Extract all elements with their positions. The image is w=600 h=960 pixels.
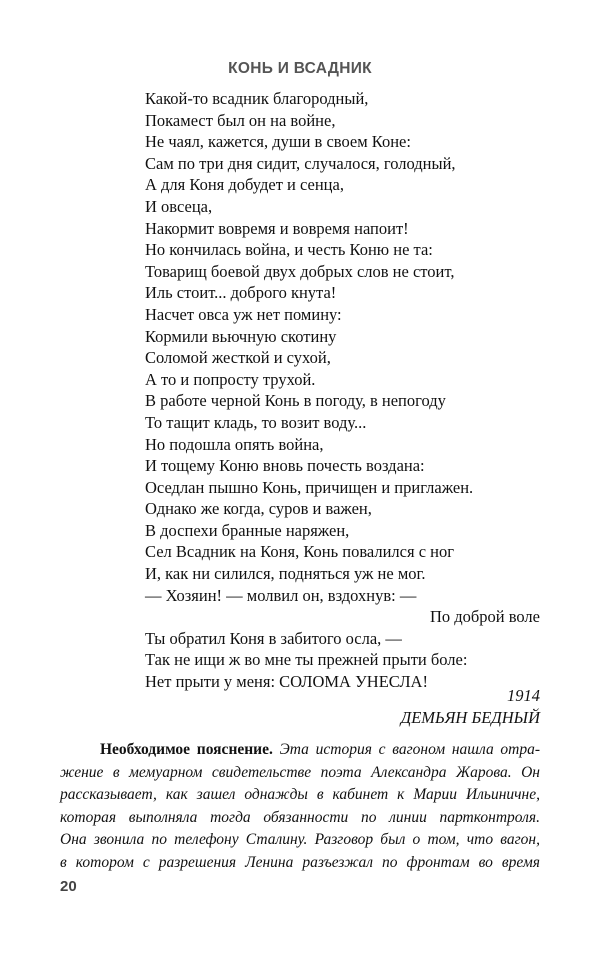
poem-line: А то и попросту трухой. [145,369,316,389]
poem-signature [401,685,540,728]
poem-line: Сам по три дня сидит, случалося, голодный, [145,153,456,173]
explanation-line: рассказывает, как зашел однажды в кабинет к Марии Ильиничне, [60,786,540,803]
poem-line: Иль стоит... доброго кнута! [145,283,337,303]
poem-line: А для Коня добудет и сенца, [145,175,344,195]
poem-line: Товарищ боевой двух добрых слов не стоит, [145,261,455,281]
explanation-line: Она звонила по телефону Сталину. Разговор был о том, что вагон, [60,831,540,848]
poem-line: Покамест был он на войне, [145,110,336,130]
poem-line: И тощему Коню вновь почесть воздана: [145,456,425,476]
poem-line: То тащит кладь, то возит воду... [145,412,367,432]
poem-line: Нет прыти у меня: СОЛОМА УНЕСЛА! [145,672,428,692]
poem-line: И овсеца, [145,196,213,216]
poem-line: — Хозяин! — молвил он, вздохнув: — [145,585,417,605]
explanation-line: которая выполняла тогда обязанности по линии партконтроля. [60,808,540,826]
poem-line: В доспехи бранные наряжен, [145,520,350,540]
poem-line: Но подошла опять война, [145,434,324,454]
poem-line: Ты обратил Коня в забитого осла, — [145,628,402,648]
poem-title: КОНЬ И ВСАДНИК [228,60,372,77]
poem-line: Кормили вьючную скотину [145,326,337,346]
poem-line: Какой-то всадник благородный, [145,89,369,108]
poem-line: Так не ищи ж во мне ты прежней прыти боле: [145,650,468,670]
explanation-text: Эта история с вагоном нашла отра- [279,741,541,758]
page-number: 20 [60,878,77,895]
poem-line: Однако же когда, суров и важен, [145,499,372,519]
explanation-paragraph [60,739,540,874]
explanation-line [60,739,540,762]
explanation-line: жение в мемуарном свидетельстве поэта Александра Жарова. Он [60,763,540,781]
poem-line: И, как ни силился, подняться уж не мог. [145,564,426,584]
poem-line: Но кончилась война, и честь Коню не та: [145,240,433,260]
poem-line: В работе черной Конь в погоду, в непогоду [145,391,446,411]
poem-line: Сел Всадник на Коня, Конь повалился с ног [145,542,454,562]
poem-year: 1914 [507,686,540,705]
poem-line: Насчет овса уж нет помину: [145,304,342,324]
poem-line: Соломой жесткой и сухой, [145,348,331,368]
poem-author: ДЕМЬЯН БЕДНЫЙ [400,707,540,727]
poem-line: Не чаял, кажется, души в своем Коне: [145,132,411,152]
poem-line-right-aligned: По доброй воле [429,607,540,627]
poem-line: Оседлан пышно Конь, причищен и приглажен. [145,477,474,497]
explanation-line: в котором с разрешения Ленина разъезжал по фронтам во время [60,853,540,871]
explanation-lead: Необходимое пояснение. [100,741,273,758]
poem-text [145,88,540,693]
poem-line: Накормит вовремя и вовремя напоит! [145,218,409,238]
